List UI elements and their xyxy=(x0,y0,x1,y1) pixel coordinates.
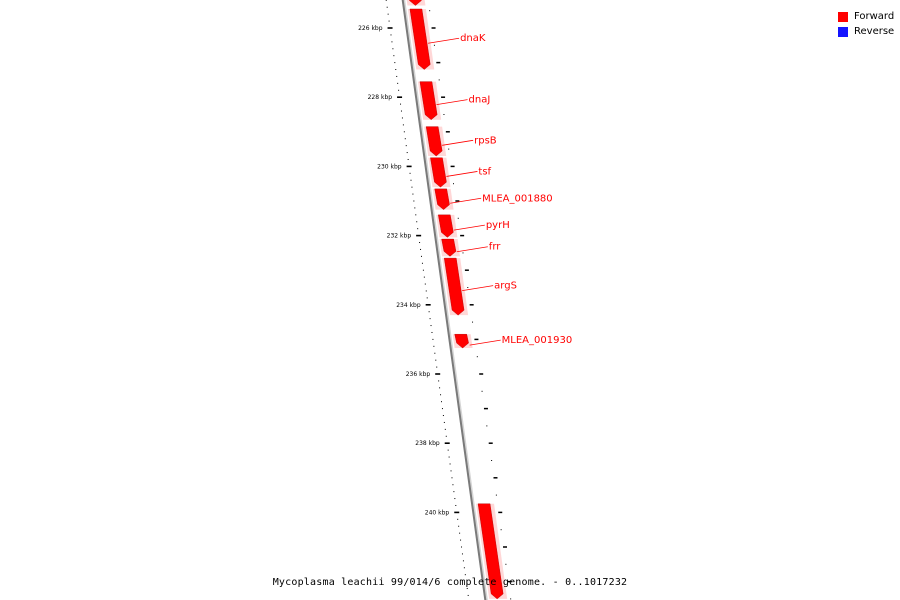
scale-minor-dot xyxy=(448,450,449,451)
scale-minor-dot xyxy=(411,187,412,188)
scale-minor-dot xyxy=(402,117,403,118)
scale-tick-label: 230 kbp xyxy=(377,163,402,171)
legend-item-forward xyxy=(838,9,894,24)
scale-minor-dot xyxy=(441,401,442,402)
scale-minor-dot xyxy=(421,256,422,257)
scale-minor-dot xyxy=(389,21,390,22)
scale-minor-dot xyxy=(453,491,454,492)
scale-minor-dot xyxy=(405,138,406,139)
scale-minor-dot xyxy=(412,194,413,195)
scale-minor-dot xyxy=(408,159,409,160)
gene-label: MLEA_001930 xyxy=(501,335,573,347)
gene-label-leader xyxy=(457,247,488,252)
gene-label: argS xyxy=(494,280,517,292)
scale-minor-dot xyxy=(433,346,434,347)
scale-minor-dot xyxy=(463,560,464,561)
scale-minor-dot xyxy=(407,152,408,153)
scale-minor-dot xyxy=(467,588,468,589)
scale-minor-dot xyxy=(415,214,416,215)
scale-minor-dot xyxy=(403,124,404,125)
scale-minor-dot xyxy=(387,7,388,8)
scale-minor-dot xyxy=(388,14,389,15)
scale-minor-dot xyxy=(438,380,439,381)
legend xyxy=(838,9,894,39)
scale-minor-dot xyxy=(414,207,415,208)
scale-minor-dot xyxy=(432,339,433,340)
scale-minor-dot xyxy=(430,318,431,319)
gene-label: rpsB xyxy=(474,135,497,147)
scale-minor-dot xyxy=(416,221,417,222)
scale-tick-label: 236 kbp xyxy=(405,371,431,378)
scale-minor-dot xyxy=(462,553,463,554)
scale-minor-dot xyxy=(451,470,452,471)
scale-minor-dot xyxy=(460,540,461,541)
scale-minor-dot xyxy=(417,228,418,229)
gene-label: dnaJ xyxy=(468,94,491,106)
legend-item-reverse xyxy=(838,24,894,39)
scale-tick-label: 228 kbp xyxy=(367,94,393,102)
scale-minor-dot xyxy=(411,180,412,181)
gene-label-leader xyxy=(437,100,468,105)
scale-minor-dot xyxy=(465,574,466,575)
legend-label-forward: Forward xyxy=(854,11,895,22)
scale-minor-dot xyxy=(457,519,458,520)
scale-minor-dot xyxy=(442,408,443,409)
scale-minor-dot xyxy=(446,436,447,437)
scale-minor-dot xyxy=(440,394,441,395)
gene-label: dnaK xyxy=(460,33,486,45)
scale-minor-dot xyxy=(459,533,460,534)
scale-minor-dot xyxy=(422,263,423,264)
gene-label-leader xyxy=(446,171,477,176)
scale-minor-dot xyxy=(391,41,392,42)
scale-minor-dot xyxy=(400,104,401,105)
scale-minor-dot xyxy=(454,498,455,499)
scale-minor-dot xyxy=(427,297,428,298)
scale-tick-label: 240 kbp xyxy=(424,509,450,517)
scale-minor-dot xyxy=(455,505,456,506)
scale-tick-label: 234 kbp xyxy=(396,301,421,309)
scale-minor-dot xyxy=(434,353,435,354)
gene-label-leader xyxy=(454,225,485,230)
scale-minor-dot xyxy=(394,62,395,63)
gene-label: pyrH xyxy=(485,220,510,232)
scale-minor-dot xyxy=(396,76,397,77)
gene-label-leader xyxy=(462,286,493,291)
scale-minor-dot xyxy=(431,325,432,326)
scale-tick-label: 238 kbp xyxy=(415,440,440,448)
reverse-swatch xyxy=(838,27,848,37)
scale-minor-dot xyxy=(390,34,391,35)
scale-minor-dot xyxy=(393,55,394,56)
forward-swatch xyxy=(838,12,848,22)
scale-minor-dot xyxy=(445,429,446,430)
scale-minor-dot xyxy=(397,83,398,84)
gene-label-leader xyxy=(450,198,481,203)
scale-minor-dot xyxy=(436,367,437,368)
scale-minor-dot xyxy=(424,277,425,278)
scale-tick-label: 226 kbp xyxy=(358,25,383,32)
scale-minor-dot xyxy=(419,242,420,243)
gene-label-leader xyxy=(442,140,473,145)
scale-minor-dot xyxy=(451,477,452,478)
scale-minor-dot xyxy=(425,284,426,285)
scale-minor-dot xyxy=(449,457,450,458)
scale-minor-dot xyxy=(423,270,424,271)
scale-minor-dot xyxy=(461,547,462,548)
gene-label-leader xyxy=(470,340,501,345)
scale-minor-dot xyxy=(450,463,451,464)
scale-tick-label: 232 kbp xyxy=(386,232,412,240)
scale-minor-dot xyxy=(398,90,399,91)
gene-label: frr xyxy=(488,241,501,253)
gene-label: MLEA_001880 xyxy=(482,193,553,205)
scale-minor-dot xyxy=(401,111,402,112)
scale-minor-dot xyxy=(395,69,396,70)
scale-minor-dot xyxy=(464,567,465,568)
scale-minor-dot xyxy=(429,311,430,312)
scale-minor-dot xyxy=(420,249,421,250)
scale-minor-dot xyxy=(468,595,469,596)
scale-minor-dot xyxy=(426,290,427,291)
gene-label-leader xyxy=(428,38,459,43)
scale-minor-dot xyxy=(458,526,459,527)
scale-minor-dot xyxy=(452,484,453,485)
gene-label: tsf xyxy=(478,166,492,178)
scale-minor-dot xyxy=(439,387,440,388)
scale-minor-dot xyxy=(444,422,445,423)
scale-minor-dot xyxy=(404,131,405,132)
scale-minor-dot xyxy=(435,360,436,361)
legend-label-reverse: Reverse xyxy=(854,26,895,37)
scale-minor-dot xyxy=(392,48,393,49)
scale-minor-dot xyxy=(410,173,411,174)
scale-minor-dot xyxy=(413,201,414,202)
scale-minor-dot xyxy=(406,145,407,146)
scale-minor-dot xyxy=(443,415,444,416)
scale-minor-dot xyxy=(386,0,387,1)
genome-caption: Mycoplasma leachii 99/014/6 complete genome. - 0..1017232 xyxy=(272,577,628,588)
scale-minor-dot xyxy=(431,332,432,333)
